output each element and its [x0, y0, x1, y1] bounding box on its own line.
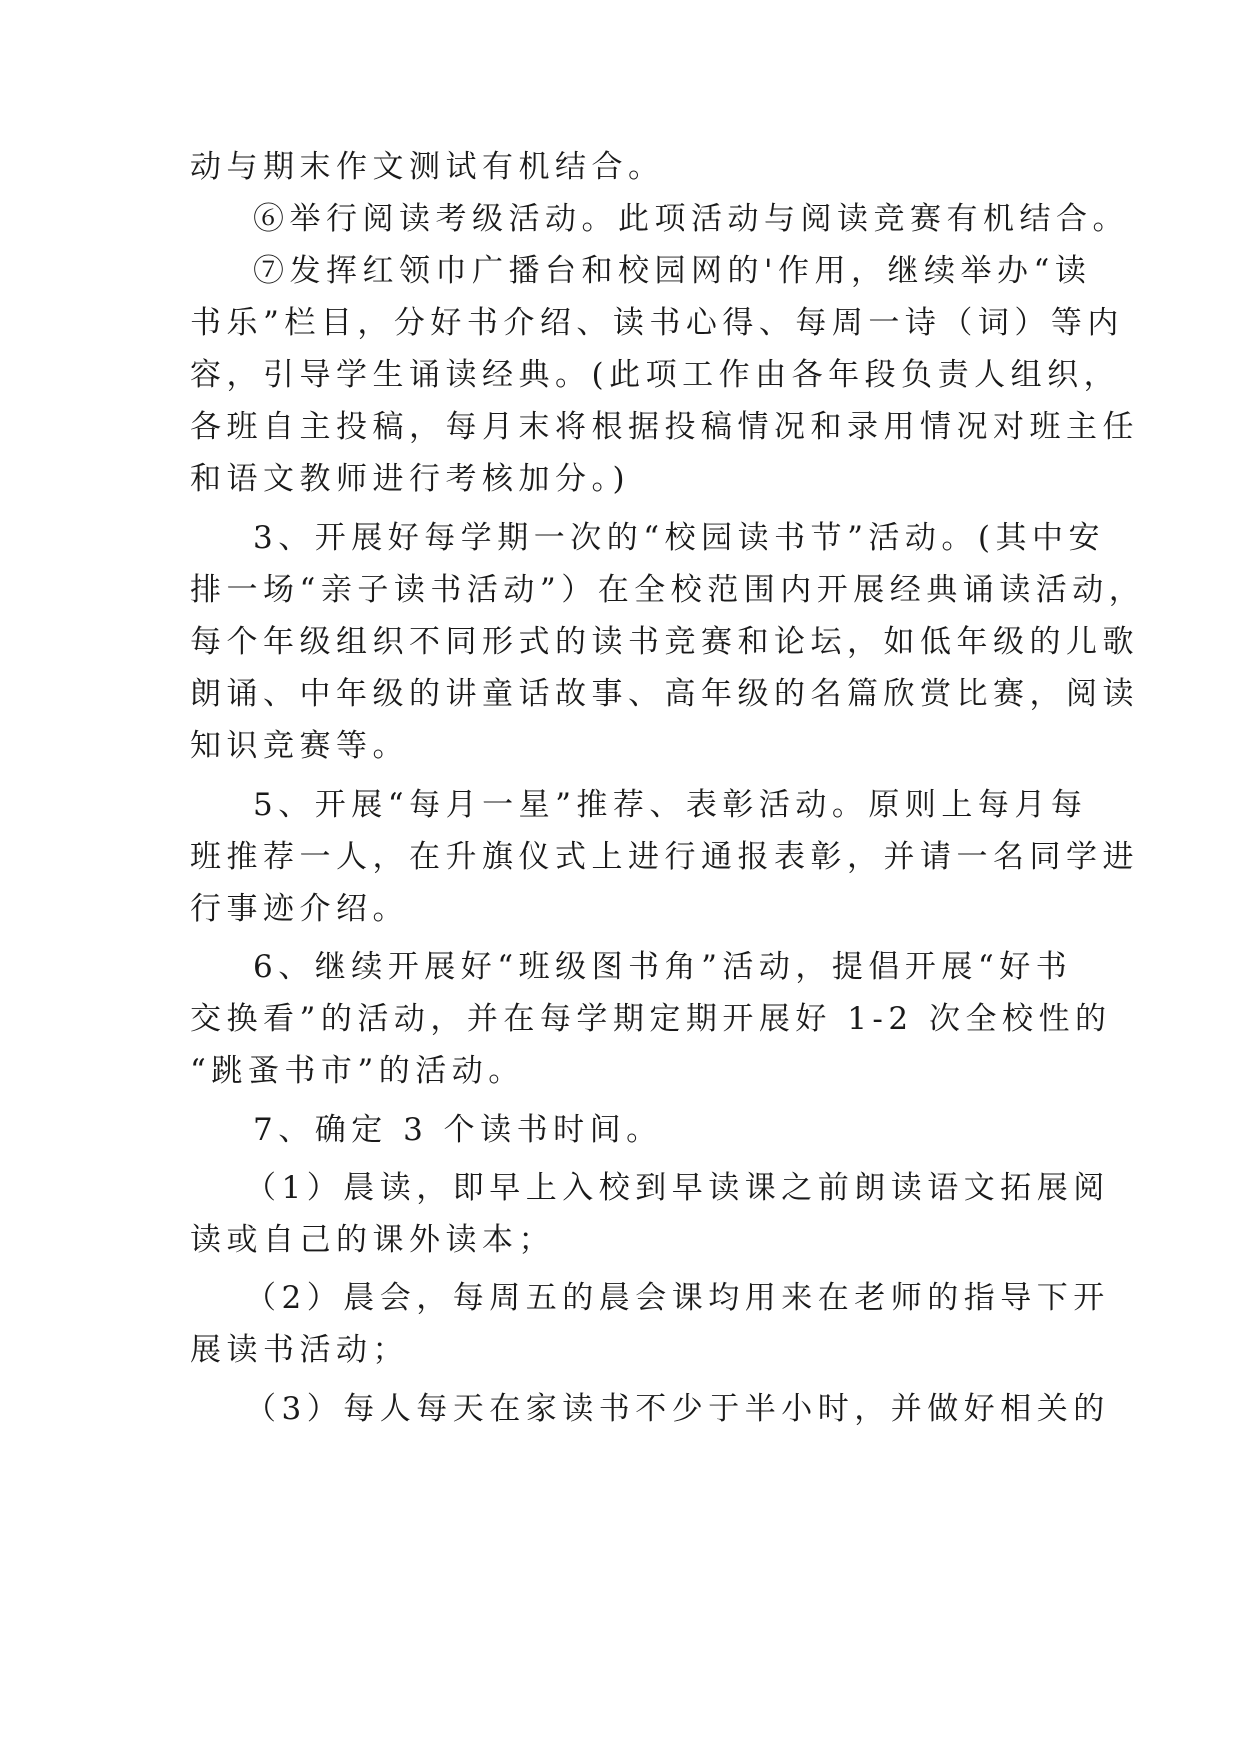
text-line-10: 每个年级组织不同形式的读书竞赛和论坛，如低年级的儿歌 — [190, 624, 1139, 660]
text-line-16: 6、继续开展好“班级图书角”活动，提倡开展“好书 — [253, 949, 1073, 985]
text-line-2: ⑥举行阅读考级活动。此项活动与阅读竞赛有机结合。 — [253, 201, 1129, 237]
text-line-14: 班推荐一人，在升旗仪式上进行通报表彰，并请一名同学进 — [190, 839, 1139, 875]
text-line-9: 排一场“亲子读书活动”）在全校范围内开展经典诵读活动， — [190, 572, 1146, 608]
text-line-6: 各班自主投稿，每月末将根据投稿情况和录用情况对班主任 — [190, 409, 1139, 445]
text-line-21: 读或自己的课外读本； — [190, 1222, 555, 1258]
text-line-24: （3）每人每天在家读书不少于半小时，并做好相关的 — [245, 1391, 1110, 1427]
text-line-13: 5、开展“每月一星”推荐、表彰活动。原则上每月每 — [253, 787, 1088, 823]
text-line-4: 书乐”栏目，分好书介绍、读书心得、每周一诗（词）等内 — [190, 305, 1124, 341]
text-line-7: 和语文教师进行考核加分。) — [190, 461, 631, 497]
text-line-17: 交换看”的活动，并在每学期定期开展好 1-2 次全校性的 — [190, 1001, 1112, 1037]
text-line-18: “跳蚤书市”的活动。 — [190, 1053, 525, 1089]
text-line-23: 展读书活动； — [190, 1332, 409, 1368]
text-line-19: 7、确定 3 个读书时间。 — [253, 1112, 663, 1148]
text-line-3: ⑦发挥红领巾广播台和校园网的'作用，继续举办“读 — [253, 253, 1092, 289]
text-line-11: 朗诵、中年级的讲童话故事、高年级的名篇欣赏比赛，阅读 — [190, 676, 1139, 712]
text-line-22: （2）晨会，每周五的晨会课均用来在老师的指导下开 — [245, 1280, 1110, 1316]
text-line-12: 知识竞赛等。 — [190, 728, 409, 764]
text-line-1: 动与期末作文测试有机结合。 — [190, 149, 665, 185]
text-line-8: 3、开展好每学期一次的“校园读书节”活动。(其中安 — [253, 520, 1106, 556]
text-line-15: 行事迹介绍。 — [190, 891, 409, 927]
text-line-5: 容，引导学生诵读经典。(此项工作由各年段负责人组织， — [190, 357, 1121, 393]
text-line-20: （1）晨读，即早上入校到早读课之前朗读语文拓展阅 — [245, 1170, 1110, 1206]
